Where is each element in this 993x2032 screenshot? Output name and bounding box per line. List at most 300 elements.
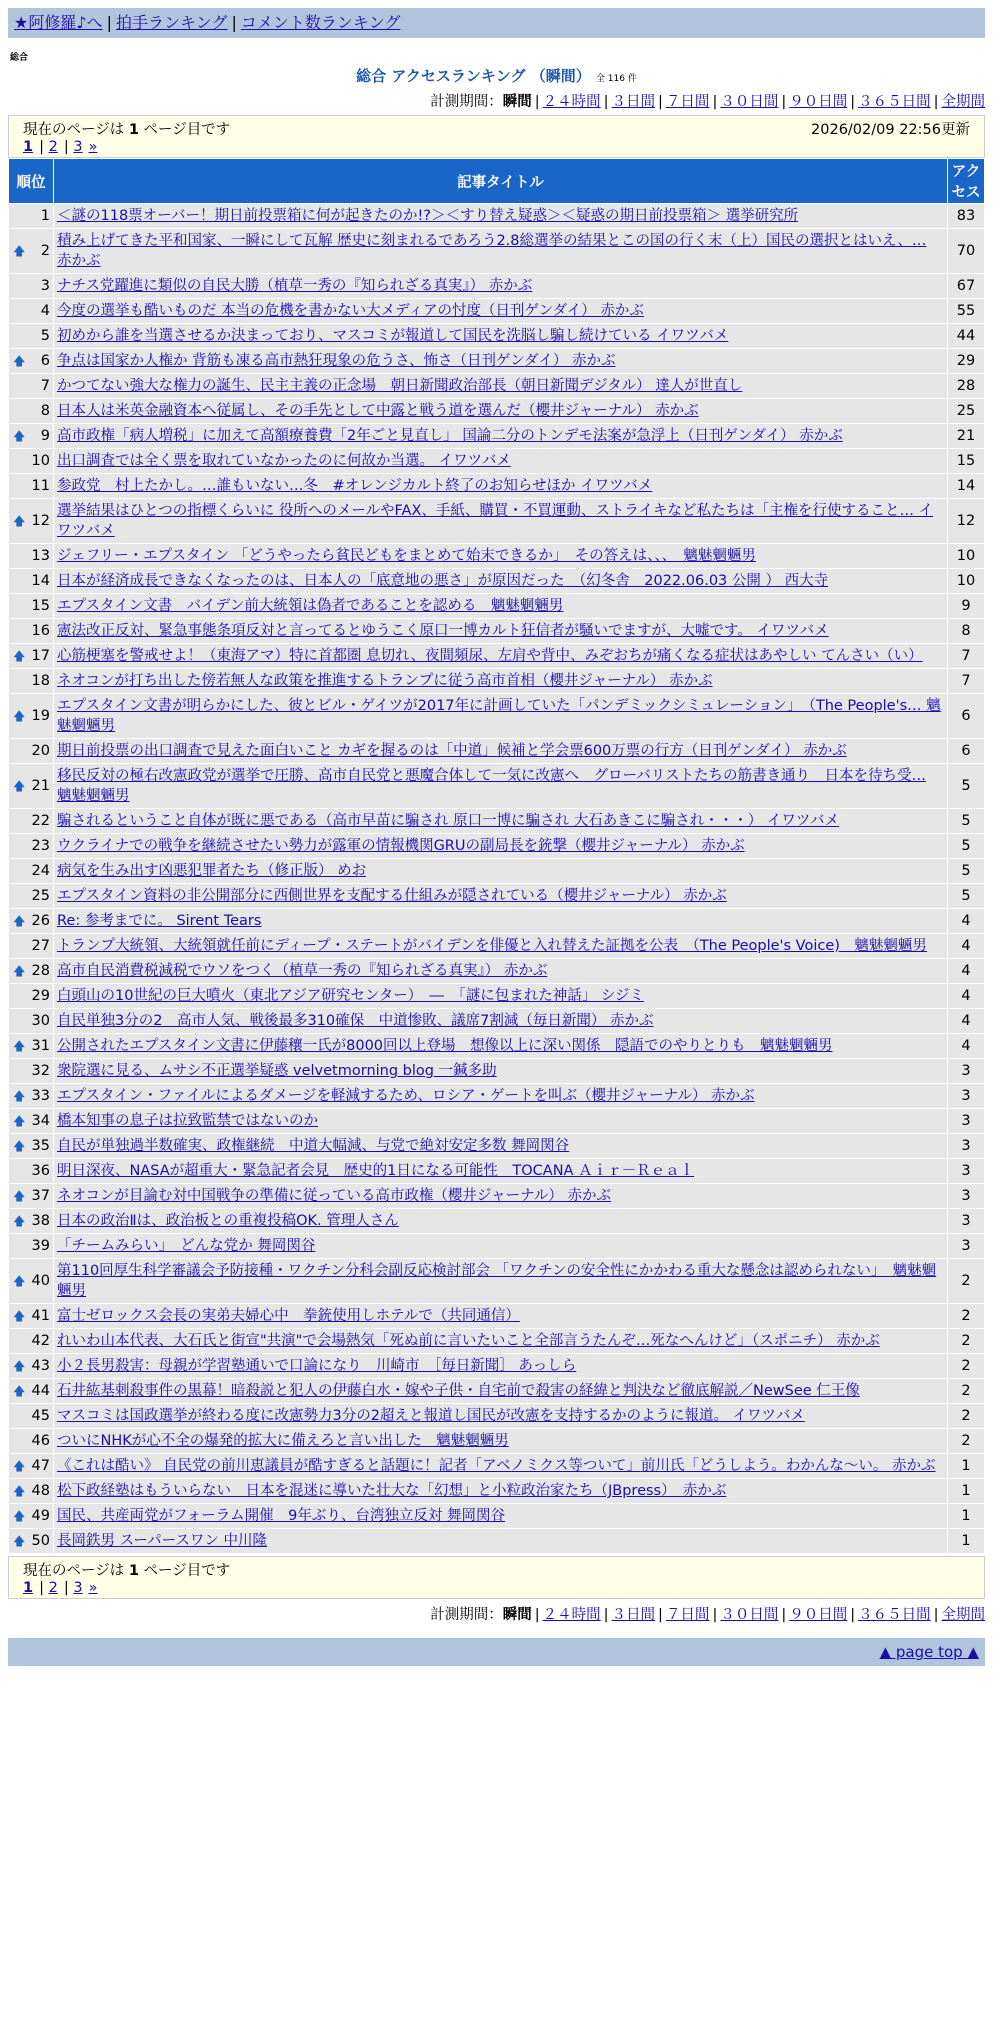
table-row <box>9 229 985 274</box>
rank-number: 50 <box>31 1533 50 1549</box>
table-row <box>9 1529 985 1554</box>
rank-number: 30 <box>31 1013 50 1029</box>
article-link[interactable]: 騙されるということ自体が既に悪である（高市早苗に騙され 原口一博に騙され 大石あきこに騙され・・・） イワツバメ <box>57 813 840 829</box>
table-row <box>9 399 985 424</box>
up-arrow-icon: 🡅 <box>13 429 26 443</box>
title-cell <box>54 764 948 809</box>
article-link[interactable]: 明日深夜、NASAが超重大・緊急記者会見 歴史的1日になる可能性 TOCANA Ａｉｒ－Ｒｅａｌ <box>57 1163 695 1179</box>
table-row <box>9 884 985 909</box>
category-label: 総合 <box>10 53 29 63</box>
header-title: 記事タイトル <box>54 159 948 204</box>
access-count: 6 <box>948 694 985 739</box>
table-row <box>9 809 985 834</box>
rank-cell <box>9 1109 54 1134</box>
rank-number: 49 <box>31 1508 50 1524</box>
period-separator: | <box>850 1607 856 1623</box>
access-count: 3 <box>948 1109 985 1134</box>
article-link[interactable]: 積み上げてきた平和国家、一瞬にして瓦解 歴史に刻まれるであろう2.8総選挙の結果とこの国の行く末（上）国民の選択とはいえ、… 赤かぶ <box>57 233 927 269</box>
rank-cell <box>9 1259 54 1304</box>
title-cell <box>54 1304 948 1329</box>
period-separator: | <box>933 1607 939 1623</box>
title-cell <box>54 619 948 644</box>
period-option-3[interactable]: ３０日間 <box>720 94 779 110</box>
table-row <box>9 1159 985 1184</box>
current-page-text: 現在のページは 1 ページ目です <box>23 122 231 138</box>
title-cell <box>54 1504 948 1529</box>
pager-current-page[interactable]: 1 <box>23 139 34 155</box>
title-cell <box>54 669 948 694</box>
title-cell <box>54 299 948 324</box>
article-link[interactable]: Re: 参考までに。 Sirent Tears <box>57 913 262 929</box>
period-separator: | <box>850 94 856 110</box>
article-link[interactable]: 《これは酷い》 自民党の前川恵議員が酷すぎると話題に！記者「アベノミクス等ついて」前川氏「どうしよう。わかんな～い。 赤かぶ <box>57 1458 936 1474</box>
title-cell <box>54 809 948 834</box>
up-arrow-icon: 🡅 <box>13 914 26 928</box>
title-cell <box>54 544 948 569</box>
access-count: 4 <box>948 984 985 1009</box>
rank-cell <box>9 1034 54 1059</box>
period-separator: | <box>658 1607 663 1623</box>
article-link[interactable]: 富士ゼロックス会長の実弟夫婦心中 拳銃使用しホテルで（共同通信） <box>57 1308 520 1324</box>
access-count: 2 <box>948 1329 985 1354</box>
access-count: 7 <box>948 669 985 694</box>
up-arrow-icon: 🡅 <box>13 1359 26 1373</box>
pager-page-link[interactable]: 2 <box>48 139 58 155</box>
rank-cell <box>9 1159 54 1184</box>
table-row <box>9 669 985 694</box>
rank-number: 11 <box>31 478 50 494</box>
title-cell <box>54 229 948 274</box>
page-title-text: 総合 アクセスランキング （瞬間） <box>356 67 591 85</box>
rank-cell <box>9 594 54 619</box>
article-link[interactable]: ウクライナでの戦争を継続させたい勢力が露軍の情報機関GRUの副局長を銃撃（櫻井ジャーナル） 赤かぶ <box>57 838 745 854</box>
article-link[interactable]: ＜謎の118票オーバー！期日前投票箱に何が起きたのか!?＞＜すり替え疑惑＞＜疑惑の期日前投票箱＞ 選挙研究所 <box>57 208 799 224</box>
table-row <box>9 1404 985 1429</box>
comments-ranking-link[interactable]: コメント数ランキング <box>240 13 401 32</box>
title-cell <box>54 474 948 499</box>
rank-number: 9 <box>40 428 50 444</box>
up-arrow-icon: 🡅 <box>13 354 26 368</box>
period-option-0[interactable]: ２４時間 <box>542 1607 601 1623</box>
top-nav-bar <box>8 8 985 38</box>
title-cell <box>54 1404 948 1429</box>
period-separator: | <box>603 94 609 110</box>
claps-ranking-link[interactable]: 拍手ランキング <box>115 13 228 32</box>
period-option-1[interactable]: ３日間 <box>611 94 656 110</box>
rank-number: 29 <box>31 988 50 1004</box>
article-link[interactable]: 衆院選に見る、ムサシ不正選挙疑惑 velvetmorning blog 一鍼多助 <box>57 1063 497 1079</box>
rank-cell <box>9 644 54 669</box>
access-count: 70 <box>948 229 985 274</box>
access-count: 3 <box>948 1184 985 1209</box>
table-row <box>9 694 985 739</box>
access-count: 83 <box>948 204 985 229</box>
pager-top <box>23 139 970 155</box>
pager-next-link[interactable]: » <box>88 1580 98 1596</box>
pager-page-link[interactable]: 3 <box>73 139 83 155</box>
rank-number: 17 <box>31 648 50 664</box>
article-link[interactable]: ついにNHKが心不全の爆発的拡大に備えろと言い出した 魑魅魍魎男 <box>57 1433 509 1449</box>
access-count: 5 <box>948 764 985 809</box>
rank-cell <box>9 764 54 809</box>
title-cell <box>54 984 948 1009</box>
article-link[interactable]: ジェフリー・エプスタイン 「どうやったら貧民どもをまとめて始末できるか」 その答えは、、、 魑魅魍魎男 <box>57 548 756 564</box>
article-link[interactable]: かつてない強大な権力の誕生、民主主義の正念場 朝日新聞政治部長（朝日新聞デジタル） 達人が世直し <box>57 378 743 394</box>
rank-number: 8 <box>40 403 50 419</box>
table-row <box>9 449 985 474</box>
article-link[interactable]: 橋本知事の息子は拉致監禁ではないのか <box>57 1113 318 1129</box>
article-link[interactable]: エプスタイン資料の非公開部分に西側世界を支配する仕組みが隠されている（櫻井ジャーナル） 赤かぶ <box>57 888 727 904</box>
rank-number: 24 <box>31 863 50 879</box>
up-arrow-icon: 🡅 <box>13 1384 26 1398</box>
article-link[interactable]: 長岡鉄男 スーパースワン 中川隆 <box>57 1533 268 1549</box>
article-link[interactable]: 自民が単独過半数確実、政権継続 中道大幅減、与党で絶対安定多数 舞岡関谷 <box>57 1138 570 1154</box>
article-link[interactable]: 国民、共産両党がフォーラム開催 9年ぶり、台湾独立反対 舞岡関谷 <box>57 1508 505 1524</box>
access-count: 14 <box>948 474 985 499</box>
table-row <box>9 204 985 229</box>
access-count: 3 <box>948 1159 985 1184</box>
rank-number: 37 <box>31 1188 50 1204</box>
pager-bottom <box>23 1580 970 1596</box>
rank-number: 21 <box>31 778 50 794</box>
rank-number: 6 <box>40 353 50 369</box>
rank-number: 42 <box>31 1333 50 1349</box>
table-row <box>9 1259 985 1304</box>
rank-number: 47 <box>31 1458 50 1474</box>
pager-next-link[interactable]: » <box>88 139 98 155</box>
table-row <box>9 1009 985 1034</box>
page-info-top <box>8 115 985 158</box>
table-row <box>9 1329 985 1354</box>
article-link[interactable]: 心筋梗塞を警戒せよ！（東海アマ）特に首都圏 息切れ、夜間頻尿、左肩や背中、みぞおちが痛くなる症状はあやしい てんさい（い） <box>57 648 923 664</box>
access-count: 4 <box>948 934 985 959</box>
pager-separator: | <box>39 139 49 155</box>
rank-cell <box>9 474 54 499</box>
pager-separator: | <box>63 1580 74 1596</box>
table-row <box>9 274 985 299</box>
rank-number: 34 <box>31 1113 50 1129</box>
article-link[interactable]: 公開されたエプスタイン文書に伊藤穰一氏が8000回以上登場 想像以上に深い関係 隠語でのやりとりも 魑魅魍魎男 <box>57 1038 833 1054</box>
access-count: 28 <box>948 374 985 399</box>
article-link[interactable]: 「チームみらい」 どんな党か 舞岡関谷 <box>57 1238 316 1254</box>
title-cell <box>54 594 948 619</box>
rank-cell <box>9 1009 54 1034</box>
rank-number: 19 <box>31 708 50 724</box>
article-link[interactable]: エプスタイン・ファイルによるダメージを軽減するため、ロシア・ゲートを叫ぶ（櫻井ジャーナル） 赤かぶ <box>57 1088 755 1104</box>
rank-cell <box>9 959 54 984</box>
rank-number: 46 <box>31 1433 50 1449</box>
table-row <box>9 764 985 809</box>
title-cell <box>54 499 948 544</box>
article-link[interactable]: マスコミは国政選挙が終わる度に改憲勢力3分の2超えと報道し国民が改憲を支持するかのように報道。 イワツバメ <box>57 1408 805 1424</box>
rank-cell <box>9 619 54 644</box>
table-row <box>9 1059 985 1084</box>
rank-number: 23 <box>31 838 50 854</box>
title-cell <box>54 449 948 474</box>
period-option-0[interactable]: ２４時間 <box>542 94 601 110</box>
article-link[interactable]: れいわ山本代表、大石氏と街宣"共演"で会場熱気「死ぬ前に言いたいこと全部言うたんぞ…死なへんけど」（スポニチ） 赤かぶ <box>57 1333 880 1349</box>
article-link[interactable]: 松下政経塾はもういらない 日本を混迷に導いた壮大な「幻想」と小粒政治家たち（JBpress） 赤かぶ <box>57 1483 727 1499</box>
period-separator: | <box>781 94 787 110</box>
title-cell <box>54 1209 948 1234</box>
article-link[interactable]: 選挙結果はひとつの指標くらいに 役所へのメールやFAX、手紙、購買・不買運動、ストライキなど私たちは「主権を行使すること… イワツバメ <box>57 503 934 539</box>
period-option-3[interactable]: ３０日間 <box>720 1607 779 1623</box>
article-link[interactable]: 白頭山の10世紀の巨大噴火（東北アジア研究センター） ― 「謎に包まれた神話」 シジミ <box>57 988 645 1004</box>
article-link[interactable]: 高市政権「病人増税」に加えて高額療養費「2年ごと見直し」 国論二分のトンデモ法案が急浮上（日刊ゲンダイ） 赤かぶ <box>57 428 843 444</box>
rank-number: 31 <box>31 1038 50 1054</box>
rank-cell <box>9 1429 54 1454</box>
rank-number: 15 <box>31 598 50 614</box>
period-selector-bottom <box>8 1603 985 1624</box>
period-option-4[interactable]: ９０日間 <box>789 1607 848 1623</box>
article-link[interactable]: 期日前投票の出口調査で見えた面白いこと カギを握るのは「中道」候補と学会票600万票の行方（日刊ゲンダイ） 赤かぶ <box>57 743 847 759</box>
current-page-text: 現在のページは 1 ページ目です <box>23 1563 231 1579</box>
access-count: 4 <box>948 909 985 934</box>
access-count: 67 <box>948 274 985 299</box>
access-count: 4 <box>948 959 985 984</box>
title-cell <box>54 934 948 959</box>
article-link[interactable]: ネオコンが打ち出した傍若無人な政策を推進するトランプに従う高市首相（櫻井ジャーナル） 赤かぶ <box>57 673 713 689</box>
access-count: 2 <box>948 1354 985 1379</box>
period-separator: | <box>933 94 939 110</box>
rank-number: 4 <box>40 303 50 319</box>
rank-number: 39 <box>31 1238 50 1254</box>
access-count: 3 <box>948 1059 985 1084</box>
period-option-6[interactable]: 全期間 <box>941 94 985 110</box>
period-label: 計測期間： <box>430 1607 503 1623</box>
access-count: 1 <box>948 1454 985 1479</box>
article-link[interactable]: 参政党 村上たかし。…誰もいない…冬 #オレンジカルト終了のお知らせほか イワツバメ <box>57 478 653 494</box>
title-cell <box>54 1479 948 1504</box>
rank-number: 14 <box>31 573 50 589</box>
updated-timestamp: 2026/02/09 22:56更新 <box>811 122 970 138</box>
up-arrow-icon: 🡅 <box>13 1274 26 1288</box>
article-link[interactable]: 今度の選挙も酷いものだ 本当の危機を書かない大メディアの忖度（日刊ゲンダイ） 赤かぶ <box>57 303 644 319</box>
title-cell <box>54 1034 948 1059</box>
access-count: 2 <box>948 1259 985 1304</box>
title-cell <box>54 1109 948 1134</box>
up-arrow-icon: 🡅 <box>13 1189 26 1203</box>
home-link[interactable]: ★阿修羅♪へ <box>14 13 103 32</box>
pager-current-page[interactable]: 1 <box>23 1580 34 1596</box>
title-cell <box>54 424 948 449</box>
header-rank: 順位 <box>9 159 54 204</box>
article-link[interactable]: エプスタイン文書 バイデン前大統領は偽者であることを認める 魑魅魍魎男 <box>57 598 564 614</box>
article-link[interactable]: ナチス党躍進に類似の自民大勝（植草一秀の『知られざる真実』） 赤かぶ <box>57 278 533 294</box>
table-row <box>9 594 985 619</box>
table-row <box>9 374 985 399</box>
title-cell <box>54 1159 948 1184</box>
title-cell <box>54 859 948 884</box>
access-count: 3 <box>948 1084 985 1109</box>
title-cell <box>54 274 948 299</box>
article-link[interactable]: トランプ大統領、大統領就任前にディープ・ステートがバイデンを俳優と入れ替えた証拠を公表 （The People's Voice) 魑魅魍魎男 <box>57 938 927 954</box>
rank-number: 40 <box>31 1273 50 1289</box>
access-count: 1 <box>948 1479 985 1504</box>
up-arrow-icon: 🡅 <box>13 964 26 978</box>
article-link[interactable]: 出口調査では全く票を取れていなかったのに何故か当選。 イワツバメ <box>57 453 511 469</box>
access-count: 10 <box>948 569 985 594</box>
period-separator: | <box>658 94 663 110</box>
title-cell <box>54 1134 948 1159</box>
period-option-2[interactable]: ７日間 <box>665 1607 710 1623</box>
header-access: アクセス <box>948 159 985 204</box>
up-arrow-icon: 🡅 <box>13 1089 26 1103</box>
table-row <box>9 424 985 449</box>
title-cell <box>54 909 948 934</box>
rank-cell <box>9 1504 54 1529</box>
table-row <box>9 1184 985 1209</box>
article-link[interactable]: 高市自民消費税減税でウソをつく（植草一秀の『知られざる真実』） 赤かぶ <box>57 963 548 979</box>
article-link[interactable]: 憲法改正反対、緊急事態条項反対と言ってるとゆうこく原口一博カルト狂信者が騒いでますが、大嘘です。 イワツバメ <box>57 623 829 639</box>
table-row <box>9 544 985 569</box>
table-row <box>9 959 985 984</box>
table-row <box>9 1209 985 1234</box>
pager-page-link[interactable]: 3 <box>73 1580 83 1596</box>
period-option-1[interactable]: ３日間 <box>611 1607 656 1623</box>
table-row <box>9 984 985 1009</box>
table-row <box>9 1034 985 1059</box>
up-arrow-icon: 🡅 <box>13 1114 26 1128</box>
title-cell <box>54 694 948 739</box>
rank-cell <box>9 204 54 229</box>
title-cell <box>54 1529 948 1554</box>
article-link[interactable]: 石井紘基刺殺事件の黒幕！暗殺説と犯人の伊藤白水・嫁や子供・自宅前で殺害の経緯と判決など徹底解説／NewSee 仁王像 <box>57 1383 860 1399</box>
rank-number: 18 <box>31 673 50 689</box>
rank-cell <box>9 884 54 909</box>
article-link[interactable]: 初めから誰を当選させるか決まっており、マスコミが報道して国民を洗脳し騙し続けている イワツバメ <box>57 328 729 344</box>
table-row <box>9 1454 985 1479</box>
article-link[interactable]: 日本人は米英金融資本へ従属し、その手先として中露と戦う道を選んだ（櫻井ジャーナル） 赤かぶ <box>57 403 699 419</box>
rank-cell <box>9 424 54 449</box>
period-option-2[interactable]: ７日間 <box>665 94 710 110</box>
access-count: 29 <box>948 349 985 374</box>
table-row <box>9 619 985 644</box>
up-arrow-icon: 🡅 <box>13 1039 26 1053</box>
table-row <box>9 909 985 934</box>
access-count: 3 <box>948 1234 985 1259</box>
pager-separator: | <box>63 139 74 155</box>
rank-cell <box>9 1529 54 1554</box>
access-count: 3 <box>948 1209 985 1234</box>
access-count: 5 <box>948 809 985 834</box>
access-count: 3 <box>948 1134 985 1159</box>
article-link[interactable]: 移民反対の極右改憲政党が選挙で圧勝、高市自民党と悪魔合体して一気に改憲へ グローバリストたちの筋書き通り 日本を待ち受… 魑魅魍魎男 <box>57 768 926 804</box>
article-link[interactable]: 争点は国家か人権か 背筋も凍る高市熱狂現象の危うさ、怖さ（日刊ゲンダイ） 赤かぶ <box>57 353 616 369</box>
period-option-5[interactable]: ３６５日間 <box>858 94 931 110</box>
rank-cell <box>9 499 54 544</box>
table-row <box>9 859 985 884</box>
period-label: 計測期間： <box>430 94 503 110</box>
page-top-link[interactable]: ▲ page top ▲ <box>879 1643 979 1661</box>
access-count: 10 <box>948 544 985 569</box>
period-option-6[interactable]: 全期間 <box>941 1607 985 1623</box>
rank-cell <box>9 739 54 764</box>
title-cell <box>54 399 948 424</box>
up-arrow-icon: 🡅 <box>13 709 26 723</box>
table-row <box>9 1504 985 1529</box>
rank-number: 22 <box>31 813 50 829</box>
table-row <box>9 1234 985 1259</box>
rank-cell <box>9 1329 54 1354</box>
article-link[interactable]: エプスタイン文書が明らかにした、彼とビル・ゲイツが2017年に計画していた「パンデミックシミュレーション」 （The People's… 魑魅魍魎男 <box>57 698 941 734</box>
rank-number: 7 <box>40 378 50 394</box>
table-row <box>9 1354 985 1379</box>
rank-cell <box>9 909 54 934</box>
access-count: 8 <box>948 619 985 644</box>
title-cell <box>54 1084 948 1109</box>
title-cell <box>54 324 948 349</box>
rank-number: 2 <box>40 243 50 259</box>
title-cell <box>54 1379 948 1404</box>
article-link[interactable]: ネオコンが目論む対中国戦争の準備に従っている高市政権（櫻井ジャーナル） 赤かぶ <box>57 1188 612 1204</box>
rank-number: 33 <box>31 1088 50 1104</box>
up-arrow-icon: 🡅 <box>13 1309 26 1323</box>
rank-cell <box>9 274 54 299</box>
title-cell <box>54 884 948 909</box>
up-arrow-icon: 🡅 <box>13 1214 26 1228</box>
rank-cell <box>9 1209 54 1234</box>
up-arrow-icon: 🡅 <box>13 1459 26 1473</box>
title-cell <box>54 1259 948 1304</box>
rank-cell <box>9 834 54 859</box>
title-cell <box>54 1009 948 1034</box>
pager-page-link[interactable]: 2 <box>48 1580 58 1596</box>
rank-cell <box>9 669 54 694</box>
article-link[interactable]: 日本が経済成長できなくなったのは、日本人の「底意地の悪さ」が原因だった （幻冬舎 2022.06.03 公開 ） 西大寺 <box>57 573 829 589</box>
article-link[interactable]: 自民単独3分の2 高市人気、戦後最多310確保 中道惨敗、議席7割減（毎日新聞） 赤かぶ <box>57 1013 654 1029</box>
rank-number: 35 <box>31 1138 50 1154</box>
up-arrow-icon: 🡅 <box>13 1509 26 1523</box>
period-selector-top <box>8 90 985 111</box>
rank-cell <box>9 544 54 569</box>
title-cell <box>54 374 948 399</box>
access-count: 12 <box>948 499 985 544</box>
access-count: 2 <box>948 1379 985 1404</box>
rank-cell <box>9 1134 54 1159</box>
title-cell <box>54 1354 948 1379</box>
article-link[interactable]: 日本の政治Ⅱは、政治板との重複投稿OK. 管理人さん <box>57 1213 399 1229</box>
rank-cell <box>9 694 54 739</box>
table-row <box>9 1304 985 1329</box>
article-link[interactable]: 病気を生み出す凶悪犯罪者たち（修正版） めお <box>57 863 367 879</box>
page-title <box>8 65 985 86</box>
rank-cell <box>9 1454 54 1479</box>
article-link[interactable]: 小２長男殺害：母親が学習塾通いで口論になり 川崎市 ［毎日新聞］ あっしら <box>57 1358 577 1374</box>
access-count: 2 <box>948 1304 985 1329</box>
rank-number: 20 <box>31 743 50 759</box>
rank-number: 25 <box>31 888 50 904</box>
access-count: 6 <box>948 739 985 764</box>
period-option-4[interactable]: ９０日間 <box>789 94 848 110</box>
page-top-bar <box>8 1638 985 1666</box>
rank-number: 45 <box>31 1408 50 1424</box>
rank-cell <box>9 1304 54 1329</box>
rank-number: 28 <box>31 963 50 979</box>
article-link[interactable]: 第110回厚生科学審議会予防接種・ワクチン分科会副反応検討部会 「ワクチンの安全性にかかわる重大な懸念は認められない」 魑魅魍魎男 <box>57 1263 937 1299</box>
access-count: 1 <box>948 1529 985 1554</box>
rank-cell <box>9 984 54 1009</box>
rank-number: 12 <box>31 513 50 529</box>
access-count: 21 <box>948 424 985 449</box>
rank-number: 43 <box>31 1358 50 1374</box>
table-row <box>9 349 985 374</box>
period-option-5[interactable]: ３６５日間 <box>858 1607 931 1623</box>
period-separator: | <box>534 94 540 110</box>
up-arrow-icon: 🡅 <box>13 1484 26 1498</box>
nav-separator: | <box>231 13 237 32</box>
rank-number: 1 <box>40 208 50 224</box>
